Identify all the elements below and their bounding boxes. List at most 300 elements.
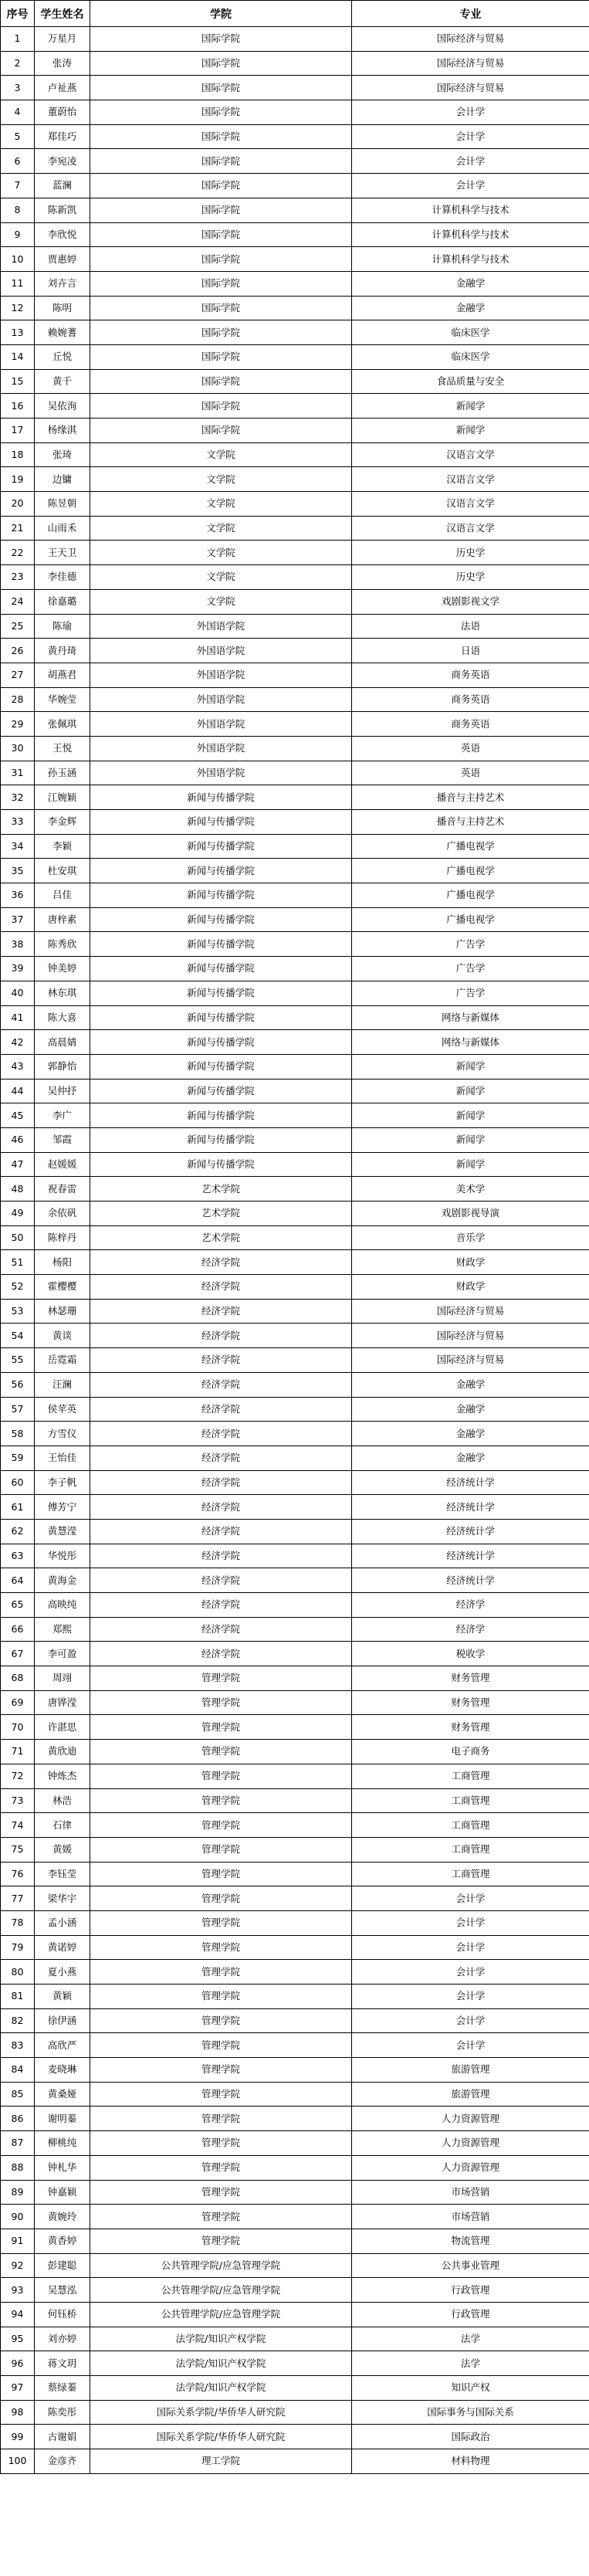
cell-college: 外国语学院 [90,614,352,639]
cell-student-name: 方雪仪 [35,1422,90,1446]
cell-index: 66 [1,1617,35,1642]
cell-student-name: 黄欣迪 [35,1740,90,1764]
cell-college: 法学院/知识产权学院 [90,2351,352,2376]
cell-student-name: 金彦齐 [35,2449,90,2474]
table-row [1,1715,589,1740]
cell-student-name: 夏小燕 [35,1960,90,1985]
cell-college: 经济学院 [90,1617,352,1642]
cell-major: 旅游管理 [352,2082,589,2107]
cell-major: 汉语言文学 [352,516,589,541]
table-row [1,442,589,467]
cell-student-name: 钟嘉颖 [35,2180,90,2205]
cell-major: 行政管理 [352,2302,589,2327]
cell-index: 18 [1,442,35,467]
table-row [1,663,589,687]
table-row [1,1886,589,1911]
cell-student-name: 林浩 [35,1788,90,1813]
cell-college: 文学院 [90,442,352,467]
cell-major: 会计学 [352,2033,589,2058]
cell-student-name: 万星月 [35,27,90,52]
table-row [1,687,589,712]
cell-major: 经济统计学 [352,1495,589,1520]
table-row [1,1544,589,1568]
cell-college: 经济学院 [90,1348,352,1373]
cell-major: 会计学 [352,100,589,125]
cell-major: 新闻学 [352,1127,589,1152]
cell-major: 汉语言文学 [352,442,589,467]
cell-college: 外国语学院 [90,736,352,761]
cell-major: 会计学 [352,1960,589,1985]
cell-major: 广告学 [352,981,589,1005]
table-row [1,2278,589,2303]
cell-major: 金融学 [352,1446,589,1470]
cell-major: 工商管理 [352,1788,589,1813]
cell-college: 管理学院 [90,1886,352,1911]
cell-major: 市场营销 [352,2180,589,2205]
cell-college: 新闻与传播学院 [90,1054,352,1079]
cell-student-name: 吴慧泓 [35,2278,90,2303]
cell-student-name: 钟札华 [35,2155,90,2180]
cell-major: 人力资源管理 [352,2155,589,2180]
table-row [1,2302,589,2327]
cell-college: 公共管理学院/应急管理学院 [90,2278,352,2303]
cell-college: 国际学院 [90,320,352,345]
header-major: 专业 [352,1,589,27]
cell-student-name: 李子帆 [35,1470,90,1495]
cell-college: 国际学院 [90,419,352,443]
table-row [1,51,589,76]
cell-student-name: 石律 [35,1813,90,1838]
cell-major: 播音与主持艺术 [352,810,589,835]
cell-index: 21 [1,516,35,541]
cell-major: 工商管理 [352,1813,589,1838]
cell-college: 经济学院 [90,1495,352,1520]
cell-student-name: 李金辉 [35,810,90,835]
cell-major: 戏剧影视文学 [352,589,589,614]
cell-college: 经济学院 [90,1470,352,1495]
cell-college: 经济学院 [90,1422,352,1446]
cell-major: 国际经济与贸易 [352,51,589,76]
cell-student-name: 陈明 [35,296,90,320]
cell-student-name: 李广 [35,1103,90,1128]
table-row [1,1397,589,1422]
table-row [1,785,589,810]
cell-student-name: 张琦 [35,442,90,467]
table-row [1,2205,589,2229]
cell-major: 国际政治 [352,2425,589,2449]
cell-index: 3 [1,76,35,100]
cell-major: 新闻学 [352,1079,589,1103]
cell-major: 广告学 [352,957,589,981]
cell-index: 83 [1,2033,35,2058]
cell-index: 2 [1,51,35,76]
table-row [1,174,589,198]
table-row [1,1103,589,1128]
cell-student-name: 唐梓素 [35,907,90,932]
cell-index: 41 [1,1005,35,1030]
cell-student-name: 李宛凌 [35,149,90,174]
table-row [1,296,589,320]
table-row [1,1666,589,1691]
cell-index: 1 [1,27,35,52]
cell-major: 新闻学 [352,1152,589,1177]
cell-index: 93 [1,2278,35,2303]
table-row [1,957,589,981]
table-row [1,834,589,859]
cell-index: 5 [1,124,35,149]
cell-college: 管理学院 [90,1666,352,1691]
cell-major: 戏剧影视导演 [352,1202,589,1226]
table-row [1,2082,589,2107]
cell-college: 文学院 [90,492,352,517]
cell-college: 经济学院 [90,1593,352,1618]
cell-college: 经济学院 [90,1275,352,1300]
cell-student-name: 蒋文玥 [35,2351,90,2376]
cell-student-name: 黄婉玲 [35,2205,90,2229]
cell-college: 文学院 [90,516,352,541]
cell-student-name: 杨阳 [35,1250,90,1275]
table-row [1,2400,589,2425]
cell-index: 100 [1,2449,35,2474]
cell-major: 临床医学 [352,344,589,369]
cell-index: 79 [1,1935,35,1960]
cell-major: 历史学 [352,541,589,565]
table-row [1,1152,589,1177]
cell-college: 管理学院 [90,1788,352,1813]
cell-index: 81 [1,1985,35,2009]
cell-major: 广播电视学 [352,907,589,932]
cell-college: 国际学院 [90,100,352,125]
cell-college: 管理学院 [90,2058,352,2083]
cell-major: 国际经济与贸易 [352,27,589,52]
cell-college: 管理学院 [90,1837,352,1862]
cell-major: 计算机科学与技术 [352,222,589,247]
cell-student-name: 陈梓丹 [35,1225,90,1250]
cell-major: 英语 [352,761,589,785]
cell-student-name: 贾惠婷 [35,247,90,272]
cell-major: 金融学 [352,1422,589,1446]
cell-college: 新闻与传播学院 [90,1079,352,1103]
cell-major: 经济统计学 [352,1519,589,1544]
cell-student-name: 黄海金 [35,1568,90,1593]
table-row [1,1079,589,1103]
cell-college: 管理学院 [90,1715,352,1740]
table-row [1,1372,589,1397]
cell-major: 经济统计学 [352,1470,589,1495]
cell-college: 国际学院 [90,174,352,198]
cell-college: 管理学院 [90,1862,352,1886]
cell-index: 6 [1,149,35,174]
cell-college: 国际学院 [90,76,352,100]
table-row [1,2351,589,2376]
cell-college: 艺术学院 [90,1202,352,1226]
cell-college: 经济学院 [90,1568,352,1593]
cell-student-name: 王悦 [35,736,90,761]
cell-college: 新闻与传播学院 [90,1030,352,1055]
cell-student-name: 岳霓霜 [35,1348,90,1373]
cell-major: 美术学 [352,1177,589,1202]
cell-major: 商务英语 [352,687,589,712]
cell-index: 74 [1,1813,35,1838]
cell-student-name: 卢祉燕 [35,76,90,100]
cell-student-name: 许湛思 [35,1715,90,1740]
cell-index: 71 [1,1740,35,1764]
cell-index: 47 [1,1152,35,1177]
cell-college: 新闻与传播学院 [90,981,352,1005]
cell-index: 42 [1,1030,35,1055]
cell-major: 经济学 [352,1617,589,1642]
table-row [1,1642,589,1666]
cell-college: 国际学院 [90,222,352,247]
cell-student-name: 江婉颖 [35,785,90,810]
cell-index: 65 [1,1593,35,1618]
table-row [1,1250,589,1275]
table-row [1,1422,589,1446]
header-row [1,1,589,27]
cell-index: 27 [1,663,35,687]
cell-college: 管理学院 [90,1910,352,1935]
cell-student-name: 李钰莹 [35,1862,90,1886]
cell-college: 新闻与传播学院 [90,785,352,810]
table-row [1,2058,589,2083]
table-row [1,1005,589,1030]
table-row [1,907,589,932]
cell-major: 人力资源管理 [352,2131,589,2156]
table-row [1,736,589,761]
cell-student-name: 郑佳巧 [35,124,90,149]
cell-index: 52 [1,1275,35,1300]
cell-major: 会计学 [352,1985,589,2009]
table-row [1,124,589,149]
cell-major: 金融学 [352,1372,589,1397]
cell-index: 55 [1,1348,35,1373]
cell-student-name: 陈瑜 [35,614,90,639]
table-row [1,2253,589,2278]
cell-index: 96 [1,2351,35,2376]
cell-student-name: 丘悦 [35,344,90,369]
cell-index: 57 [1,1397,35,1422]
cell-major: 经济统计学 [352,1568,589,1593]
cell-student-name: 李颖 [35,834,90,859]
cell-student-name: 黄丹琦 [35,639,90,663]
table-row [1,1177,589,1202]
cell-student-name: 黄媛 [35,1837,90,1862]
cell-student-name: 吴依洵 [35,394,90,419]
cell-student-name: 唐铧滢 [35,1690,90,1715]
cell-student-name: 黄千 [35,369,90,394]
cell-index: 29 [1,712,35,737]
table-row [1,761,589,785]
table-row [1,1764,589,1788]
cell-college: 新闻与传播学院 [90,1103,352,1128]
cell-major: 国际经济与贸易 [352,1324,589,1348]
cell-index: 7 [1,174,35,198]
table-row [1,344,589,369]
cell-college: 管理学院 [90,1813,352,1838]
cell-student-name: 古谢娟 [35,2425,90,2449]
cell-major: 工商管理 [352,1837,589,1862]
cell-major: 国际经济与贸易 [352,1299,589,1324]
cell-index: 40 [1,981,35,1005]
cell-college: 管理学院 [90,2131,352,2156]
cell-major: 音乐学 [352,1225,589,1250]
cell-student-name: 钟美婷 [35,957,90,981]
table-row [1,1519,589,1544]
cell-student-name: 谢明蓁 [35,2107,90,2131]
cell-index: 78 [1,1910,35,1935]
cell-major: 电子商务 [352,1740,589,1764]
cell-index: 72 [1,1764,35,1788]
table-row [1,883,589,908]
cell-student-name: 周翊 [35,1666,90,1691]
cell-student-name: 黄颖 [35,1985,90,2009]
table-row [1,1446,589,1470]
table-row [1,2107,589,2131]
table-row [1,565,589,590]
cell-index: 68 [1,1666,35,1691]
table-row [1,271,589,296]
cell-college: 新闻与传播学院 [90,932,352,957]
cell-student-name: 赖婉蓍 [35,320,90,345]
cell-major: 物流管理 [352,2229,589,2253]
cell-student-name: 边镛 [35,467,90,492]
cell-student-name: 刘亦婷 [35,2327,90,2351]
cell-college: 国际学院 [90,149,352,174]
table-row [1,541,589,565]
cell-index: 51 [1,1250,35,1275]
table-row [1,1960,589,1985]
table-row [1,810,589,835]
cell-student-name: 陈新凯 [35,198,90,222]
table-row [1,1910,589,1935]
cell-major: 计算机科学与技术 [352,247,589,272]
cell-major: 人力资源管理 [352,2107,589,2131]
cell-student-name: 徐伊涵 [35,2008,90,2033]
table-row [1,1225,589,1250]
cell-major: 新闻学 [352,1103,589,1128]
table-row [1,1054,589,1079]
table-row [1,2327,589,2351]
cell-index: 37 [1,907,35,932]
cell-student-name: 刘卉言 [35,271,90,296]
cell-major: 广告学 [352,932,589,957]
cell-college: 新闻与传播学院 [90,810,352,835]
cell-index: 43 [1,1054,35,1079]
cell-index: 58 [1,1422,35,1446]
cell-college: 国际关系学院/华侨华人研究院 [90,2425,352,2449]
cell-student-name: 林瑟珊 [35,1299,90,1324]
cell-student-name: 彭建聪 [35,2253,90,2278]
table-row [1,198,589,222]
table-row [1,1470,589,1495]
cell-college: 外国语学院 [90,639,352,663]
cell-index: 19 [1,467,35,492]
table-row [1,1127,589,1152]
cell-college: 新闻与传播学院 [90,859,352,883]
cell-major: 国际经济与贸易 [352,76,589,100]
cell-major: 计算机科学与技术 [352,198,589,222]
cell-index: 23 [1,565,35,590]
cell-student-name: 钟炼杰 [35,1764,90,1788]
cell-student-name: 董蔚怡 [35,100,90,125]
table-row [1,2449,589,2474]
cell-major: 英语 [352,736,589,761]
cell-student-name: 黄诺婷 [35,1935,90,1960]
cell-index: 61 [1,1495,35,1520]
cell-major: 会计学 [352,174,589,198]
cell-college: 公共管理学院/应急管理学院 [90,2302,352,2327]
cell-major: 经济学 [352,1593,589,1618]
table-row [1,247,589,272]
cell-major: 材料物理 [352,2449,589,2474]
cell-college: 新闻与传播学院 [90,1005,352,1030]
cell-major: 广播电视学 [352,883,589,908]
cell-student-name: 蔡绿蓁 [35,2376,90,2401]
table-body [1,27,589,2474]
cell-college: 国际学院 [90,27,352,52]
cell-college: 经济学院 [90,1544,352,1568]
cell-major: 会计学 [352,124,589,149]
table-row [1,1690,589,1715]
cell-student-name: 陈秀欣 [35,932,90,957]
cell-student-name: 杨缘淇 [35,419,90,443]
cell-index: 56 [1,1372,35,1397]
cell-college: 管理学院 [90,1690,352,1715]
cell-student-name: 黄慧滢 [35,1519,90,1544]
cell-index: 87 [1,2131,35,2156]
cell-college: 国际学院 [90,247,352,272]
table-row [1,2180,589,2205]
cell-college: 文学院 [90,541,352,565]
cell-college: 国际关系学院/华侨华人研究院 [90,2400,352,2425]
cell-index: 82 [1,2008,35,2033]
cell-index: 53 [1,1299,35,1324]
cell-index: 63 [1,1544,35,1568]
cell-major: 财务管理 [352,1715,589,1740]
cell-major: 新闻学 [352,394,589,419]
cell-college: 法学院/知识产权学院 [90,2327,352,2351]
cell-student-name: 郭静怡 [35,1054,90,1079]
cell-major: 旅游管理 [352,2058,589,2083]
cell-index: 39 [1,957,35,981]
cell-major: 汉语言文学 [352,467,589,492]
cell-college: 新闻与传播学院 [90,907,352,932]
cell-index: 60 [1,1470,35,1495]
cell-index: 44 [1,1079,35,1103]
cell-index: 80 [1,1960,35,1985]
cell-student-name: 何钰桥 [35,2302,90,2327]
cell-student-name: 杜安琪 [35,859,90,883]
cell-index: 48 [1,1177,35,1202]
cell-major: 工商管理 [352,1862,589,1886]
cell-index: 4 [1,100,35,125]
cell-student-name: 余依矾 [35,1202,90,1226]
cell-student-name: 孟小涵 [35,1910,90,1935]
cell-major: 金融学 [352,296,589,320]
cell-major: 会计学 [352,1910,589,1935]
cell-college: 法学院/知识产权学院 [90,2376,352,2401]
cell-index: 95 [1,2327,35,2351]
cell-major: 财政学 [352,1250,589,1275]
table-row [1,492,589,517]
cell-student-name: 祝春雷 [35,1177,90,1202]
table-row [1,932,589,957]
cell-index: 67 [1,1642,35,1666]
cell-index: 36 [1,883,35,908]
cell-major: 日语 [352,639,589,663]
cell-college: 新闻与传播学院 [90,883,352,908]
cell-college: 管理学院 [90,2205,352,2229]
